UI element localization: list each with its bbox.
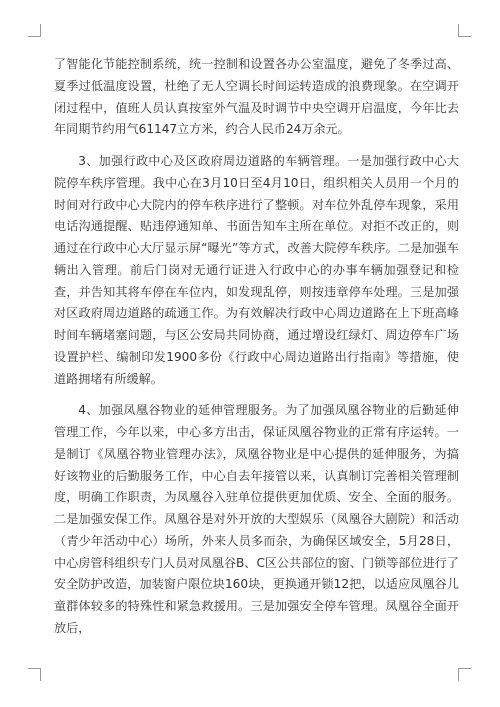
- crop-mark-bottom-right: [458, 668, 471, 681]
- crop-mark-bottom-left: [28, 668, 41, 681]
- crop-mark-top-right: [458, 24, 471, 37]
- document-body: [54, 54, 459, 640]
- paragraph-vehicle-management: 3、加强行政中心及区政府周边道路的车辆管理。一是加强行政中心大院停车秩序管理。我中心在3月10日至4月10日，组织相关人员用一个月的时间对行政中心大院内的停车秩序进行了整顿。对车位外乱停车现象，采用电话沟通提醒、贴违停通知单、书面告知车主所在单位。对拒不改正的，则通过在行政中心大厅显示屏“曝光”等方式，改善大院停车秩序。二是加强车辆出入管理。前后门岗对无通行证进入行政中心的办事车辆加强登记和检查，并告知其将车停在车位内，如发现乱停，则按违章停车处理。三是加强对区政府周边道路的疏通工作。为有效解决行政中心周边道路在上下班高峰时间车辆堵塞问题，与区公安局共同协商，通过增设红绿灯、周边停车广场设置护栏、编制印发1900多份《行政中心周边道路出行指南》等措施，使道路拥堵有所缓解。: [54, 154, 459, 386]
- paragraph-heating-savings: 了智能化节能控制系统，统一控制和设置各办公室温度，避免了冬季过高、夏季过低温度设置，杜绝了无人空调长时间运转造成的浪费现象。在空调开闭过程中，值班人员认真按室外气温及时调节中央空调开启温度，今年比去年同期节约用气61147立方米，约合人民币24万余元。: [54, 57, 459, 137]
- crop-mark-top-left: [28, 24, 41, 37]
- paragraph-fenghuanggu-property: 4、加强凤凰谷物业的延伸管理服务。为了加强凤凰谷物业的后勤延伸管理工作，今年以来，中心多方出击，保证凤凰谷物业的正常有序运转。一是制订《凤凰谷物业管理办法》，凤凰谷物业是中心提供的延伸服务，为搞好该物业的后勤服务工作，中心自去年接管以来，认真制订完善相关管理制度，明确工作职责，为凤凰谷入驻单位提供更加优质、安全、全面的服务。二是加强安保工作。凤凰谷是对外开放的大型娱乐（凤凰谷大剧院）和活动（青少年活动中心）场所，外来人员多而杂，为确保区域安全，5月28日，中心房管科组织专门人员对凤凰谷B、C区公共部位的窗、门锁等部位进行了安全防护改造，加装窗户限位块160块，更换通开锁12把，以适应凤凰谷儿童群体较多的特殊性和紧急救援用。三是加强安全停车管理。凤凰谷全面开放后，: [54, 403, 459, 635]
